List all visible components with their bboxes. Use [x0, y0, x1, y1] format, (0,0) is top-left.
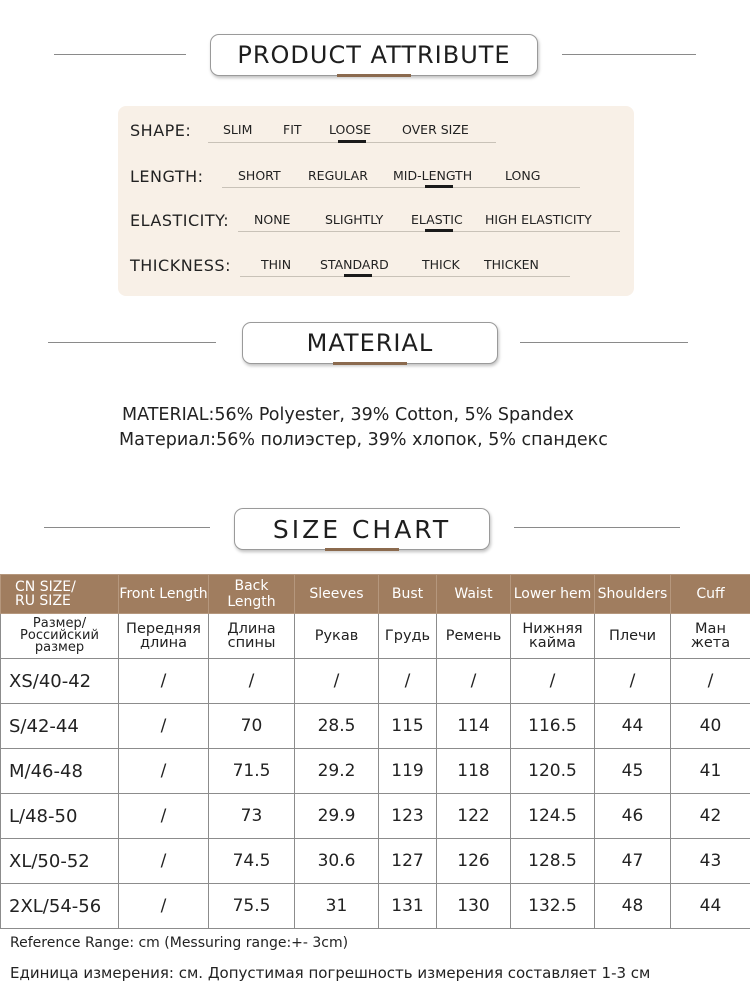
table-cell: 31 — [295, 884, 379, 929]
table-header-en — [1, 575, 750, 614]
table-cell: L/48-50 — [1, 794, 119, 839]
attr-option-selected: STANDARD — [320, 257, 389, 272]
header-cell-ru: Ремень — [437, 614, 511, 659]
table-cell: 127 — [379, 839, 437, 884]
table-cell: 41 — [671, 749, 750, 794]
material-composition-ru: Материал:56% полиэстер, 39% хлопок, 5% спандекс — [119, 430, 608, 450]
table-row — [1, 794, 750, 839]
table-cell: / — [119, 659, 209, 704]
table-header-ru — [1, 614, 750, 659]
table-cell: / — [119, 704, 209, 749]
selected-marker — [425, 229, 453, 232]
table-cell: 30.6 — [295, 839, 379, 884]
table-cell: 48 — [595, 884, 671, 929]
attr-label-length: LENGTH: — [130, 167, 204, 186]
header-cell-ru: Нижняя кайма — [511, 614, 595, 659]
table-cell: / — [119, 749, 209, 794]
attr-option: SLIM — [223, 122, 253, 137]
table-cell: 47 — [595, 839, 671, 884]
header-cell-ru: Плечи — [595, 614, 671, 659]
attr-option: NONE — [254, 212, 291, 227]
header-cell: Lower hem — [511, 575, 595, 614]
table-cell: 116.5 — [511, 704, 595, 749]
header-cell-ru: Передняя длина — [119, 614, 209, 659]
table-cell: / — [595, 659, 671, 704]
section-title-material — [242, 322, 498, 364]
header-cell: Back Length — [209, 575, 295, 614]
table-row — [1, 839, 750, 884]
title-accent — [325, 548, 399, 551]
header-cell: Front Length — [119, 575, 209, 614]
attr-option: THICK — [422, 257, 460, 272]
header-cell: Shoulders — [595, 575, 671, 614]
table-cell: 44 — [671, 884, 750, 929]
table-cell: 2XL/54-56 — [1, 884, 119, 929]
divider-left — [44, 527, 210, 528]
attr-option-selected: ELASTIC — [411, 212, 463, 227]
table-cell: 126 — [437, 839, 511, 884]
table-cell: 118 — [437, 749, 511, 794]
table-row — [1, 659, 750, 704]
reference-range-en: Reference Range: cm (Messuring range:+- 3cm) — [10, 935, 349, 951]
table-cell: 122 — [437, 794, 511, 839]
attr-option-selected: MID-LENGTH — [393, 168, 473, 183]
table-cell: / — [119, 839, 209, 884]
attr-rule — [240, 276, 570, 277]
table-cell: M/46-48 — [1, 749, 119, 794]
header-cell-ru: Ман жета — [671, 614, 750, 659]
table-cell: 29.2 — [295, 749, 379, 794]
attr-option: THIN — [261, 257, 292, 272]
attr-option: OVER SIZE — [402, 122, 469, 137]
table-cell: 123 — [379, 794, 437, 839]
table-cell: 40 — [671, 704, 750, 749]
attr-option: THICKEN — [484, 257, 539, 272]
reference-range-ru: Единица измерения: см. Допустимая погрешность измерения составляет 1-3 см — [10, 964, 651, 982]
selected-marker — [425, 185, 453, 188]
attr-option: SLIGHTLY — [325, 212, 384, 227]
table-cell: 119 — [379, 749, 437, 794]
attr-option: SHORT — [238, 168, 281, 183]
header-cell-ru: Рукав — [295, 614, 379, 659]
table-cell: XS/40-42 — [1, 659, 119, 704]
table-cell: 45 — [595, 749, 671, 794]
table-cell: / — [295, 659, 379, 704]
attr-label-shape: SHAPE: — [130, 121, 192, 140]
header-cell-ru: Грудь — [379, 614, 437, 659]
table-cell: 73 — [209, 794, 295, 839]
selected-marker — [344, 274, 372, 277]
attr-label-thickness: THICKNESS: — [130, 256, 231, 275]
header-cell: Bust — [379, 575, 437, 614]
table-cell: / — [671, 659, 750, 704]
table-cell: 71.5 — [209, 749, 295, 794]
attr-option: REGULAR — [308, 168, 368, 183]
header-cell: Cuff — [671, 575, 750, 614]
table-cell: / — [379, 659, 437, 704]
table-cell: 132.5 — [511, 884, 595, 929]
divider-left — [48, 342, 216, 343]
header-cell: Sleeves — [295, 575, 379, 614]
table-cell: 120.5 — [511, 749, 595, 794]
attr-option-selected: LOOSE — [329, 122, 372, 137]
divider-right — [520, 342, 688, 343]
title-accent — [333, 362, 407, 365]
attr-rule — [222, 187, 580, 188]
material-composition-en: MATERIAL:56% Polyester, 39% Cotton, 5% Spandex — [122, 405, 574, 425]
table-cell: 43 — [671, 839, 750, 884]
table-cell: / — [209, 659, 295, 704]
divider-right — [562, 54, 696, 55]
table-row — [1, 704, 750, 749]
table-cell: 128.5 — [511, 839, 595, 884]
attr-label-elasticity: ELASTICITY: — [130, 211, 230, 230]
attr-option: FIT — [283, 122, 302, 137]
header-cell: Waist — [437, 575, 511, 614]
table-cell: 114 — [437, 704, 511, 749]
table-cell: 74.5 — [209, 839, 295, 884]
table-cell: 29.9 — [295, 794, 379, 839]
size-chart-table — [0, 574, 750, 929]
table-cell: / — [119, 794, 209, 839]
attr-option: HIGH ELASTICITY — [485, 212, 592, 227]
table-cell: 70 — [209, 704, 295, 749]
table-row — [1, 884, 750, 929]
section-title-text: MATERIAL — [306, 329, 434, 357]
header-cell: CN SIZE/ RU SIZE — [1, 575, 119, 614]
selected-marker — [338, 140, 366, 143]
table-cell: 115 — [379, 704, 437, 749]
table-cell: 28.5 — [295, 704, 379, 749]
table-cell: 131 — [379, 884, 437, 929]
header-cell-ru: Длина спины — [209, 614, 295, 659]
table-cell: / — [511, 659, 595, 704]
table-row — [1, 749, 750, 794]
section-title-size-chart — [234, 508, 490, 550]
title-accent — [337, 74, 411, 77]
table-cell: / — [437, 659, 511, 704]
section-title-text: PRODUCT ATTRIBUTE — [237, 41, 511, 69]
table-cell: XL/50-52 — [1, 839, 119, 884]
table-cell: 46 — [595, 794, 671, 839]
section-title-product-attribute — [210, 34, 538, 76]
attr-option: LONG — [505, 168, 541, 183]
table-cell: / — [119, 884, 209, 929]
table-cell: 44 — [595, 704, 671, 749]
table-cell: 42 — [671, 794, 750, 839]
table-cell: 75.5 — [209, 884, 295, 929]
table-cell: 124.5 — [511, 794, 595, 839]
divider-right — [514, 527, 680, 528]
section-title-text: SIZE CHART — [272, 514, 452, 544]
table-cell: S/42-44 — [1, 704, 119, 749]
divider-left — [54, 54, 186, 55]
header-cell-ru: Размер/ Российский размер — [1, 614, 119, 659]
table-cell: 130 — [437, 884, 511, 929]
